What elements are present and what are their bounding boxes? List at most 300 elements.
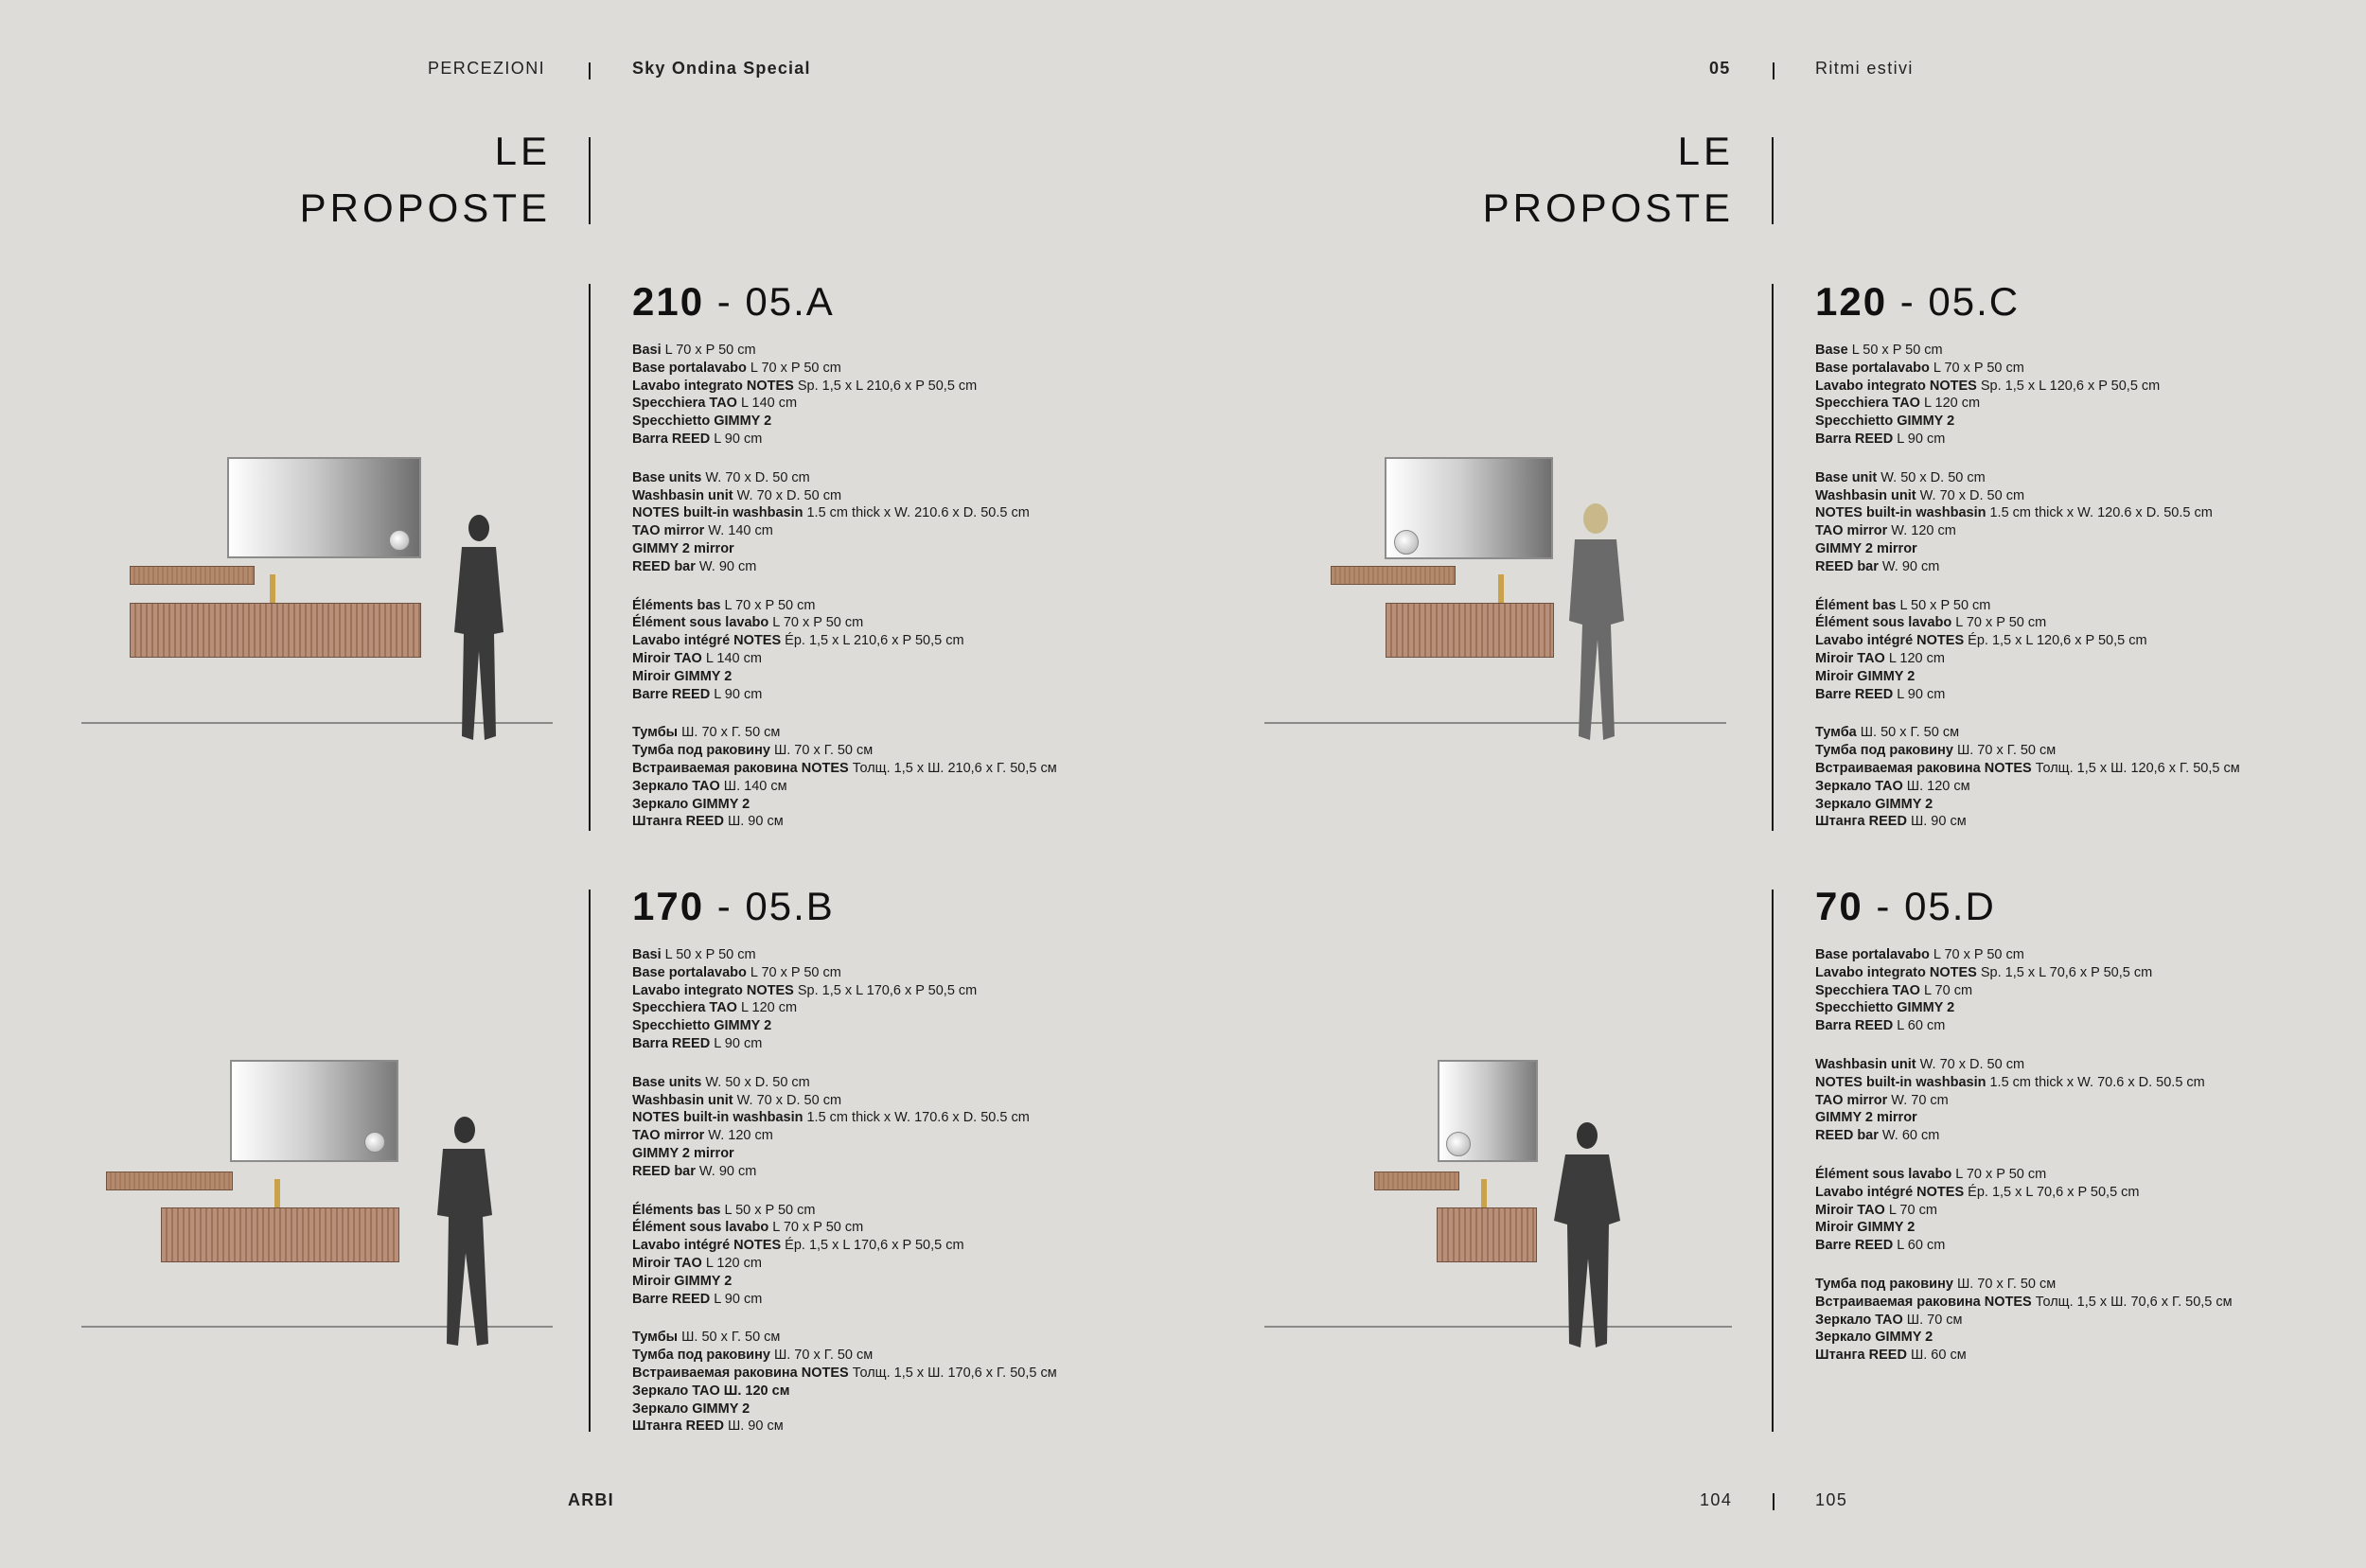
spec-item-name: NOTES built-in washbasin bbox=[632, 1110, 803, 1126]
spec-item-name: Specchiera TAO bbox=[1815, 982, 1920, 998]
spec-item-name: Barre REED bbox=[1815, 1238, 1894, 1254]
spec-line bbox=[1815, 1294, 2233, 1312]
spec-item-value: L 90 cm bbox=[1893, 686, 1946, 702]
spec-line bbox=[1815, 504, 2240, 522]
spec-item-value: L 70 x P 50 cm bbox=[1929, 947, 2024, 962]
spec-item-value: W. 70 cm bbox=[1887, 1092, 1949, 1108]
product-code: 05.C bbox=[1928, 279, 2021, 324]
spec-line bbox=[1815, 1312, 2233, 1330]
spec-item-name: Встраиваемая раковина NOTES bbox=[1815, 760, 2032, 776]
product-title bbox=[1815, 884, 2233, 929]
spec-group bbox=[632, 597, 1057, 704]
spec-item-value: L 70 x P 50 cm bbox=[661, 343, 756, 358]
spec-line bbox=[632, 1365, 1057, 1383]
spec-group bbox=[1815, 724, 2240, 831]
spec-line bbox=[1815, 342, 2240, 360]
floor-line bbox=[1264, 1326, 1732, 1328]
spec-item-name: Тумба под раковину bbox=[1815, 1276, 1953, 1292]
spec-line bbox=[1815, 522, 2240, 540]
spec-item-name: Miroir GIMMY 2 bbox=[1815, 1220, 1916, 1236]
spec-item-name: TAO mirror bbox=[632, 523, 705, 539]
spec-item-value: 1.5 cm thick x W. 170.6 x D. 50.5 cm bbox=[803, 1110, 1030, 1126]
spec-item-name: Lavabo integrato NOTES bbox=[1815, 378, 1977, 394]
spec-line bbox=[632, 1202, 1057, 1220]
header-left-title: Sky Ondina Special bbox=[632, 59, 811, 78]
spec-item-name: Зеркало TAO bbox=[1815, 1312, 1903, 1328]
spec-line bbox=[1815, 742, 2240, 760]
spec-item-name: Base units bbox=[632, 469, 702, 485]
spec-line bbox=[632, 1092, 1057, 1110]
spec-item-name: Éléments bas bbox=[632, 1202, 721, 1218]
spec-line bbox=[632, 1347, 1057, 1365]
spec-item-value: Ш. 70 x Г. 50 см bbox=[769, 1348, 874, 1364]
spec-group bbox=[1815, 469, 2240, 576]
spec-group bbox=[1815, 946, 2233, 1035]
spec-line bbox=[1815, 360, 2240, 378]
spec-item-name: Base bbox=[1815, 343, 1848, 358]
spec-line bbox=[1815, 778, 2240, 796]
spec-item-value: L 90 cm bbox=[1893, 431, 1946, 447]
spec-item-name: Зеркало GIMMY 2 bbox=[1815, 796, 1933, 812]
vanity-cabinet bbox=[1437, 1207, 1537, 1262]
spec-item-value: L 140 cm bbox=[736, 396, 798, 412]
spec-item-name: Miroir GIMMY 2 bbox=[632, 668, 733, 684]
spec-line bbox=[632, 1255, 1057, 1273]
spec-item-name: Встраиваемая раковина NOTES bbox=[632, 760, 849, 776]
gimmy-mirror bbox=[364, 1132, 385, 1153]
spec-line bbox=[632, 597, 1057, 615]
spec-line bbox=[1815, 813, 2240, 831]
gimmy-mirror bbox=[389, 530, 410, 551]
tap bbox=[274, 1179, 280, 1207]
spec-line bbox=[1815, 395, 2240, 413]
footer-page-left: 104 bbox=[1700, 1490, 1733, 1509]
spec-item-name: Miroir TAO bbox=[1815, 1202, 1885, 1218]
footer-brand: ARBI bbox=[568, 1490, 614, 1509]
spec-item-value: Ш. 90 см bbox=[723, 1418, 784, 1435]
product-divider bbox=[1772, 284, 1774, 831]
title-dash: - bbox=[716, 884, 733, 928]
spec-line bbox=[1815, 487, 2240, 505]
spec-line bbox=[632, 668, 1057, 686]
spec-item-value: Толщ. 1,5 x Ш. 170,6 x Г. 50,5 см bbox=[848, 1365, 1057, 1381]
spec-item-name: Miroir TAO bbox=[632, 650, 702, 666]
spec-list bbox=[1815, 946, 2233, 1365]
spec-item-value: 1.5 cm thick x W. 120.6 x D. 50.5 cm bbox=[1986, 505, 2213, 521]
floor-line bbox=[1264, 722, 1726, 724]
spec-item-name: Barra REED bbox=[1815, 431, 1894, 447]
spec-item-name: Barre REED bbox=[632, 686, 711, 702]
spec-line bbox=[1815, 760, 2240, 778]
spec-list bbox=[1815, 342, 2240, 831]
spec-item-name: Washbasin unit bbox=[1815, 487, 1916, 503]
heading-divider bbox=[1772, 137, 1774, 224]
spec-item-name: Зеркало TAO bbox=[1815, 778, 1903, 794]
spec-item-name: Lavabo integrato NOTES bbox=[1815, 964, 1977, 980]
spec-item-value: W. 50 x D. 50 cm bbox=[1877, 469, 1986, 485]
spec-item-name: Тумба под раковину bbox=[1815, 743, 1953, 759]
spec-item-value: L 50 x P 50 cm bbox=[720, 1202, 816, 1218]
spec-item-value: L 120 cm bbox=[701, 1255, 762, 1271]
spec-item-value: 1.5 cm thick x W. 70.6 x D. 50.5 cm bbox=[1986, 1074, 2205, 1090]
spec-item-name: Washbasin unit bbox=[632, 487, 733, 503]
product-block bbox=[632, 279, 1057, 852]
spec-line bbox=[1815, 413, 2240, 431]
spec-item-value: Ш. 140 см bbox=[719, 778, 787, 794]
spec-item-name: Barra REED bbox=[632, 1035, 711, 1051]
spec-line bbox=[632, 1035, 1057, 1053]
spec-item-value: W. 60 cm bbox=[1878, 1128, 1940, 1144]
product-code: 05.A bbox=[745, 279, 835, 324]
header-section-label: PERCEZIONI bbox=[428, 59, 546, 78]
spec-line bbox=[1815, 1347, 2233, 1365]
spec-item-name: REED bar bbox=[1815, 1128, 1879, 1144]
spec-item-value: W. 140 cm bbox=[704, 523, 773, 539]
spec-item-value: L 70 x P 50 cm bbox=[1951, 1166, 2047, 1182]
spec-group bbox=[632, 1202, 1057, 1309]
spec-item-name: Зеркало TAO Ш. 120 см bbox=[632, 1383, 790, 1399]
spec-line bbox=[632, 813, 1057, 831]
spec-item-name: Тумба bbox=[1815, 725, 1857, 741]
vanity-cabinet bbox=[1386, 603, 1554, 658]
spec-line bbox=[1815, 1092, 2233, 1110]
spec-item-name: Miroir TAO bbox=[632, 1255, 702, 1271]
spec-item-name: Barre REED bbox=[1815, 686, 1894, 702]
spec-item-value: L 120 cm bbox=[1884, 650, 1945, 666]
spec-item-value: L 90 cm bbox=[710, 1035, 763, 1051]
spec-item-name: Base unit bbox=[1815, 469, 1878, 485]
spec-item-name: Specchietto GIMMY 2 bbox=[632, 414, 772, 430]
product-divider bbox=[589, 890, 591, 1432]
spec-item-name: Specchietto GIMMY 2 bbox=[632, 1018, 772, 1034]
spec-line bbox=[632, 1017, 1057, 1035]
spec-item-name: Встраиваемая раковина NOTES bbox=[1815, 1294, 2032, 1310]
spec-line bbox=[1815, 1056, 2233, 1074]
spec-line bbox=[632, 724, 1057, 742]
spec-item-value: Ш. 70 x Г. 50 см bbox=[1952, 743, 2057, 759]
spec-item-name: Тумбы bbox=[632, 725, 679, 741]
product-size: 70 bbox=[1815, 884, 1863, 928]
spec-line bbox=[632, 1237, 1057, 1255]
product-block bbox=[1815, 884, 2233, 1385]
spec-group bbox=[632, 342, 1057, 449]
header-divider bbox=[589, 62, 591, 79]
heading-line: LE bbox=[1677, 129, 1734, 173]
spec-item-value: W. 90 cm bbox=[695, 1163, 757, 1179]
spec-item-value: 1.5 cm thick x W. 210.6 x D. 50.5 cm bbox=[803, 505, 1030, 521]
spec-line bbox=[1815, 1329, 2233, 1347]
spec-item-value: Ш. 90 см bbox=[1906, 814, 1967, 830]
spec-line bbox=[632, 1163, 1057, 1181]
spec-item-name: Élément sous lavabo bbox=[1815, 615, 1952, 631]
spec-item-name: NOTES built-in washbasin bbox=[1815, 505, 1986, 521]
heading-line: PROPOSTE bbox=[299, 185, 551, 230]
spec-group bbox=[1815, 1166, 2233, 1255]
spec-line bbox=[1815, 469, 2240, 487]
spec-item-name: Élément sous lavabo bbox=[632, 615, 769, 631]
spec-item-name: TAO mirror bbox=[632, 1128, 705, 1144]
spec-item-name: Élément sous lavabo bbox=[632, 1220, 769, 1236]
spec-line bbox=[632, 614, 1057, 632]
spec-item-name: Lavabo intégré NOTES bbox=[632, 633, 782, 649]
spec-line bbox=[632, 1145, 1057, 1163]
spec-line bbox=[1815, 650, 2240, 668]
spec-item-name: Штанга REED bbox=[632, 1418, 724, 1435]
person-figure bbox=[441, 509, 517, 748]
spec-item-value: Ш. 50 x Г. 50 см bbox=[678, 1330, 781, 1346]
spec-line bbox=[632, 558, 1057, 576]
product-code: 05.B bbox=[745, 884, 835, 928]
spec-line bbox=[1815, 540, 2240, 558]
spec-item-value: Толщ. 1,5 x Ш. 70,6 x Г. 50,5 см bbox=[2031, 1294, 2233, 1310]
reed-bar-shelf bbox=[1374, 1172, 1459, 1190]
spec-item-name: Lavabo intégré NOTES bbox=[1815, 1184, 1965, 1200]
tap bbox=[1481, 1179, 1487, 1207]
spec-item-name: Зеркало GIMMY 2 bbox=[632, 796, 750, 812]
spec-line bbox=[1815, 1202, 2233, 1220]
spec-line bbox=[1815, 558, 2240, 576]
tap bbox=[1498, 574, 1504, 603]
spec-item-value: L 90 cm bbox=[710, 686, 763, 702]
spec-line bbox=[632, 1401, 1057, 1418]
product-size: 120 bbox=[1815, 279, 1888, 324]
gimmy-mirror bbox=[1446, 1132, 1471, 1156]
product-block bbox=[1815, 279, 2240, 852]
heading-line: PROPOSTE bbox=[1482, 185, 1734, 230]
spec-line bbox=[632, 632, 1057, 650]
spec-line bbox=[1815, 686, 2240, 704]
title-dash: - bbox=[716, 279, 733, 324]
spec-line bbox=[632, 1109, 1057, 1127]
spec-item-name: Base portalavabo bbox=[632, 964, 747, 980]
spec-line bbox=[1815, 1237, 2233, 1255]
person-figure bbox=[1558, 498, 1637, 748]
spec-item-name: Base portalavabo bbox=[1815, 947, 1930, 962]
spec-item-value: Ш. 70 см bbox=[1902, 1312, 1963, 1328]
spec-item-value: L 70 x P 50 cm bbox=[1929, 360, 2024, 376]
spec-item-value: L 50 x P 50 cm bbox=[1847, 343, 1943, 358]
spec-item-value: W. 70 x D. 50 cm bbox=[1916, 1056, 2025, 1072]
spec-line bbox=[1815, 982, 2233, 1000]
spec-item-value: Толщ. 1,5 x Ш. 210,6 x Г. 50,5 см bbox=[848, 760, 1057, 776]
spec-group bbox=[1815, 1276, 2233, 1365]
header-chapter-number: 05 bbox=[1709, 59, 1731, 78]
spec-item-value: L 70 x P 50 cm bbox=[768, 1220, 864, 1236]
spec-item-name: Washbasin unit bbox=[1815, 1056, 1916, 1072]
spec-line bbox=[632, 1383, 1057, 1401]
spec-line bbox=[632, 1418, 1057, 1436]
gimmy-mirror bbox=[1394, 530, 1419, 555]
spec-item-name: GIMMY 2 mirror bbox=[1815, 540, 1917, 556]
spec-line bbox=[632, 982, 1057, 1000]
spec-item-name: Élément sous lavabo bbox=[1815, 1166, 1952, 1182]
spec-item-name: GIMMY 2 mirror bbox=[632, 1145, 734, 1161]
spec-item-value: L 70 x P 50 cm bbox=[746, 360, 841, 376]
spec-line bbox=[1815, 1184, 2233, 1202]
spec-group bbox=[1815, 597, 2240, 704]
spec-item-value: Ép. 1,5 x L 120,6 x P 50,5 cm bbox=[1964, 633, 2147, 649]
spec-item-value: L 50 x P 50 cm bbox=[661, 947, 756, 962]
spec-item-name: TAO mirror bbox=[1815, 523, 1888, 539]
spec-item-value: W. 90 cm bbox=[695, 558, 757, 574]
spec-item-value: Ш. 60 см bbox=[1906, 1348, 1967, 1364]
spec-line bbox=[632, 1291, 1057, 1309]
spec-item-name: Зеркало GIMMY 2 bbox=[1815, 1330, 1933, 1346]
spec-line bbox=[632, 778, 1057, 796]
spec-item-name: Miroir GIMMY 2 bbox=[1815, 668, 1916, 684]
spec-group bbox=[632, 469, 1057, 576]
spec-line bbox=[632, 342, 1057, 360]
spec-group bbox=[632, 724, 1057, 831]
header-divider bbox=[1773, 62, 1774, 79]
header-right-title: Ritmi estivi bbox=[1815, 59, 1914, 78]
spec-item-name: Barra REED bbox=[1815, 1018, 1894, 1034]
spec-item-name: REED bar bbox=[632, 558, 696, 574]
spec-item-name: Lavabo intégré NOTES bbox=[1815, 633, 1965, 649]
spec-line bbox=[1815, 1017, 2233, 1035]
spec-item-value: W. 50 x D. 50 cm bbox=[701, 1074, 810, 1090]
spec-line bbox=[1815, 614, 2240, 632]
spec-item-name: Specchietto GIMMY 2 bbox=[1815, 1000, 1955, 1016]
spec-line bbox=[1815, 597, 2240, 615]
spec-item-name: Штанга REED bbox=[1815, 814, 1907, 830]
left-page-heading bbox=[300, 123, 551, 237]
title-dash: - bbox=[1899, 279, 1916, 324]
spec-item-name: Specchiera TAO bbox=[1815, 396, 1920, 412]
spec-item-name: Штанга REED bbox=[632, 814, 724, 830]
spec-item-name: Élément bas bbox=[1815, 597, 1897, 613]
spec-item-value: L 90 cm bbox=[710, 431, 763, 447]
spec-item-value: Толщ. 1,5 x Ш. 120,6 x Г. 50,5 см bbox=[2031, 760, 2240, 776]
spec-item-value: L 60 cm bbox=[1893, 1238, 1946, 1254]
spec-item-value: L 70 x P 50 cm bbox=[746, 964, 841, 980]
spec-line bbox=[1815, 632, 2240, 650]
spec-item-value: Ш. 120 см bbox=[1902, 778, 1970, 794]
spec-item-value: L 120 cm bbox=[1919, 396, 1981, 412]
spec-line bbox=[1815, 946, 2233, 964]
spec-line bbox=[632, 796, 1057, 814]
spec-item-name: Basi bbox=[632, 343, 662, 358]
spec-line bbox=[632, 999, 1057, 1017]
spec-line bbox=[632, 1329, 1057, 1347]
heading-line: LE bbox=[494, 129, 551, 173]
spec-line bbox=[632, 540, 1057, 558]
spec-line bbox=[632, 686, 1057, 704]
vanity-cabinet bbox=[130, 603, 421, 658]
spec-item-name: Тумбы bbox=[632, 1330, 679, 1346]
spec-line bbox=[1815, 724, 2240, 742]
reed-bar-shelf bbox=[106, 1172, 233, 1190]
spec-line bbox=[632, 487, 1057, 505]
spec-item-name: NOTES built-in washbasin bbox=[632, 505, 803, 521]
spec-list bbox=[632, 946, 1057, 1436]
spec-line bbox=[632, 946, 1057, 964]
person-figure bbox=[1543, 1117, 1632, 1355]
spec-line bbox=[1815, 1074, 2233, 1092]
product-title bbox=[632, 279, 1057, 325]
tap bbox=[270, 574, 275, 603]
spec-line bbox=[632, 1127, 1057, 1145]
spec-item-value: W. 70 x D. 50 cm bbox=[1916, 487, 2025, 503]
spec-item-value: Ш. 90 см bbox=[723, 814, 784, 830]
spec-item-value: L 50 x P 50 cm bbox=[1896, 597, 1991, 613]
spec-item-name: Зеркало GIMMY 2 bbox=[632, 1401, 750, 1417]
spec-item-name: Зеркало TAO bbox=[632, 778, 720, 794]
spec-item-value: L 120 cm bbox=[736, 1000, 798, 1016]
spec-item-name: REED bar bbox=[632, 1163, 696, 1179]
spec-item-name: Base portalavabo bbox=[632, 360, 747, 376]
spec-line bbox=[632, 742, 1057, 760]
spec-list bbox=[632, 342, 1057, 831]
spec-item-name: Miroir GIMMY 2 bbox=[632, 1273, 733, 1289]
spec-item-name: Lavabo integrato NOTES bbox=[632, 982, 794, 998]
spec-item-value: L 70 cm bbox=[1884, 1202, 1937, 1218]
spec-item-value: Ш. 70 x Г. 50 см bbox=[769, 743, 874, 759]
spec-line bbox=[632, 378, 1057, 396]
spec-item-value: L 70 x P 50 cm bbox=[768, 615, 864, 631]
spec-item-name: Éléments bas bbox=[632, 597, 721, 613]
vanity-cabinet bbox=[161, 1207, 399, 1262]
product-block bbox=[632, 884, 1057, 1456]
spec-item-value: Ш. 70 x Г. 50 см bbox=[1952, 1276, 2057, 1292]
spec-item-value: L 70 x P 50 cm bbox=[720, 597, 816, 613]
spec-item-value: W. 70 x D. 50 cm bbox=[701, 469, 810, 485]
spec-item-value: Ép. 1,5 x L 170,6 x P 50,5 cm bbox=[781, 1238, 964, 1254]
spec-item-name: Тумба под раковину bbox=[632, 743, 770, 759]
spec-line bbox=[632, 1074, 1057, 1092]
spec-item-name: Lavabo integrato NOTES bbox=[632, 378, 794, 394]
spec-item-name: GIMMY 2 mirror bbox=[1815, 1110, 1917, 1126]
product-title bbox=[632, 884, 1057, 929]
spec-item-name: Barra REED bbox=[632, 431, 711, 447]
spec-line bbox=[632, 1219, 1057, 1237]
spec-item-name: Base portalavabo bbox=[1815, 360, 1930, 376]
spec-item-value: W. 70 x D. 50 cm bbox=[733, 487, 842, 503]
title-dash: - bbox=[1876, 884, 1892, 928]
spec-item-value: L 60 cm bbox=[1893, 1018, 1946, 1034]
spec-line bbox=[1815, 1127, 2233, 1145]
spec-line bbox=[632, 760, 1057, 778]
spec-line bbox=[632, 504, 1057, 522]
spec-line bbox=[632, 395, 1057, 413]
spec-item-name: Specchietto GIMMY 2 bbox=[1815, 414, 1955, 430]
spec-item-value: L 90 cm bbox=[710, 1291, 763, 1307]
footer-divider bbox=[1773, 1493, 1774, 1510]
spec-item-value: Sp. 1,5 x L 70,6 x P 50,5 cm bbox=[1976, 964, 2153, 980]
spec-group bbox=[632, 1074, 1057, 1181]
spec-line bbox=[1815, 1219, 2233, 1237]
heading-divider bbox=[589, 137, 591, 224]
spec-item-name: REED bar bbox=[1815, 558, 1879, 574]
spec-item-value: W. 120 cm bbox=[704, 1128, 773, 1144]
spec-group bbox=[632, 1329, 1057, 1436]
spec-item-name: Barre REED bbox=[632, 1291, 711, 1307]
spec-group bbox=[1815, 342, 2240, 449]
spec-item-value: Ép. 1,5 x L 210,6 x P 50,5 cm bbox=[781, 633, 964, 649]
spec-line bbox=[1815, 668, 2240, 686]
spec-item-value: W. 120 cm bbox=[1887, 523, 1956, 539]
spec-line bbox=[632, 522, 1057, 540]
spec-line bbox=[1815, 999, 2233, 1017]
product-divider bbox=[589, 284, 591, 831]
spec-item-name: Base units bbox=[632, 1074, 702, 1090]
spec-line bbox=[1815, 1166, 2233, 1184]
spec-line bbox=[1815, 1109, 2233, 1127]
spec-item-name: Specchiera TAO bbox=[632, 1000, 737, 1016]
spec-line bbox=[632, 469, 1057, 487]
spec-line bbox=[1815, 1276, 2233, 1294]
spec-line bbox=[632, 650, 1057, 668]
